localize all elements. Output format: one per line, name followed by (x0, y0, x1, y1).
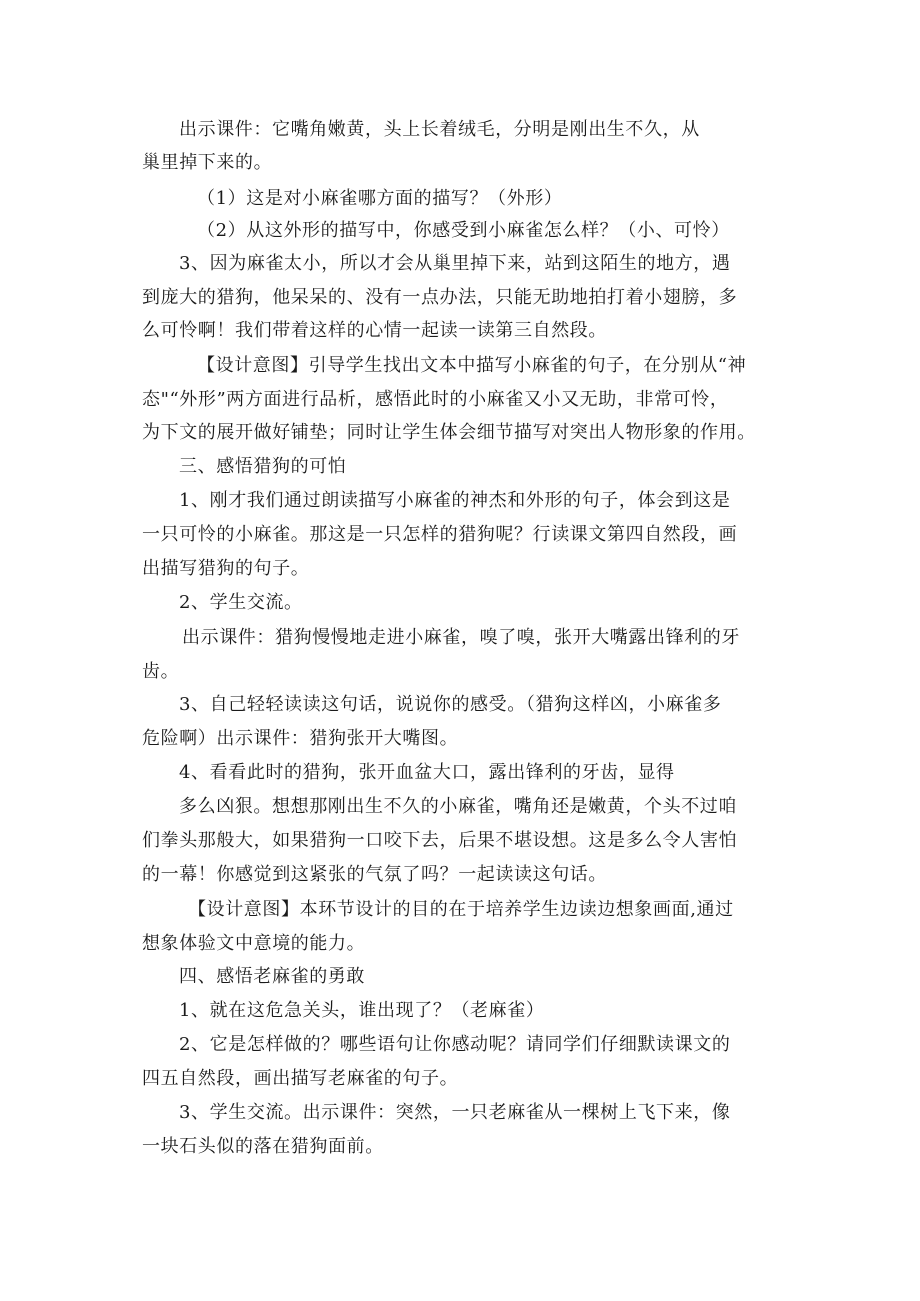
text-line: 巢里掉下来的。 (142, 152, 273, 173)
text-line: 们拳头那般大，如果猎狗一口咬下去，后果不堪设想。这是多么令人害怕 (142, 830, 738, 851)
text-line: 3、学生交流。出示课件：突然，一只老麻雀从一棵树上飞下来，像 (179, 1102, 731, 1123)
text-line: 1、就在这危急关头，谁出现了？（老麻雀） (179, 1000, 545, 1021)
text-line: 的一幕！你感觉到这紧张的气氛了吗？一起读读这句话。 (142, 864, 607, 885)
section-heading: 三、感悟猎狗的可怕 (179, 456, 347, 477)
text-line: 危险啊）出示课件：猎狗张开大嘴图。 (142, 728, 459, 749)
text-line: 齿。 (142, 661, 180, 682)
text-line: 出描写猎狗的句子。 (142, 558, 310, 579)
text-line: 2、学生交流。 (179, 592, 303, 613)
design-intent-line: 【设计意图】引导学生找出文本中描写小麻雀的句子，在分别从“神 (197, 355, 747, 376)
text-line: 1、刚才我们通过朗读描写小麻雀的神杰和外形的句子，体会到这是 (179, 490, 731, 511)
text-line: 为下文的展开做好铺垫；同时让学生体会细节描写对突出人物形象的作用。 (142, 422, 756, 443)
text-line: 3、因为麻雀太小，所以才会从巢里掉下来，站到这陌生的地方，遇 (179, 253, 731, 274)
text-line: （1）这是对小麻雀哪方面的描写？（外形） (197, 188, 563, 209)
text-line: 想象体验文中意境的能力。 (142, 933, 366, 954)
text-line: 一块石头似的落在猎狗面前。 (142, 1136, 384, 1157)
text-line: 么可怜啊！我们带着这样的心情一起读一读第三自然段。 (142, 320, 607, 341)
text-line: 3、自己轻轻读读这句话，说说你的感受。（猎狗这样凶，小麻雀多 (179, 694, 722, 715)
text-line: 出示课件：猎狗慢慢地走进小麻雀，嗅了嗅，张开大嘴露出锋利的牙 (182, 627, 740, 648)
section-heading: 四、感悟老麻雀的勇敢 (179, 966, 365, 987)
text-line: 4、看看此时的猎狗，张开血盆大口，露出锋利的牙齿，显得 (179, 762, 675, 783)
text-line: 到庞大的猎狗，他呆呆的、没有一点办法，只能无助地拍打着小翅膀，多 (142, 287, 738, 308)
text-line: 2、它是怎样做的？哪些语句让你感动呢？请同学们仔细默读课文的 (179, 1034, 731, 1055)
text-line: 多么凶狠。想想那刚出生不久的小麻雀，嘴角还是嫩黄，个头不过咱 (179, 796, 737, 817)
text-line: 一只可怜的小麻雀。那这是一只怎样的猎狗呢？行读课文第四自然段，画 (142, 524, 738, 545)
text-line: 态"“外形”两方面进行品析，感悟此时的小麻雀又小又无助，非常可怜， (142, 389, 729, 410)
text-line: 四五自然段，画出描写老麻雀的句子。 (142, 1068, 459, 1089)
design-intent-line: 【设计意图】本环节设计的目的在于培养学生边读边想象画面,通过 (188, 899, 734, 920)
text-line: （2）从这外形的描写中，你感受到小麻雀怎么样？（小、可怜） (197, 220, 730, 241)
text-line: 出示课件：它嘴角嫩黄，头上长着绒毛，分明是刚出生不久，从 (179, 119, 700, 140)
